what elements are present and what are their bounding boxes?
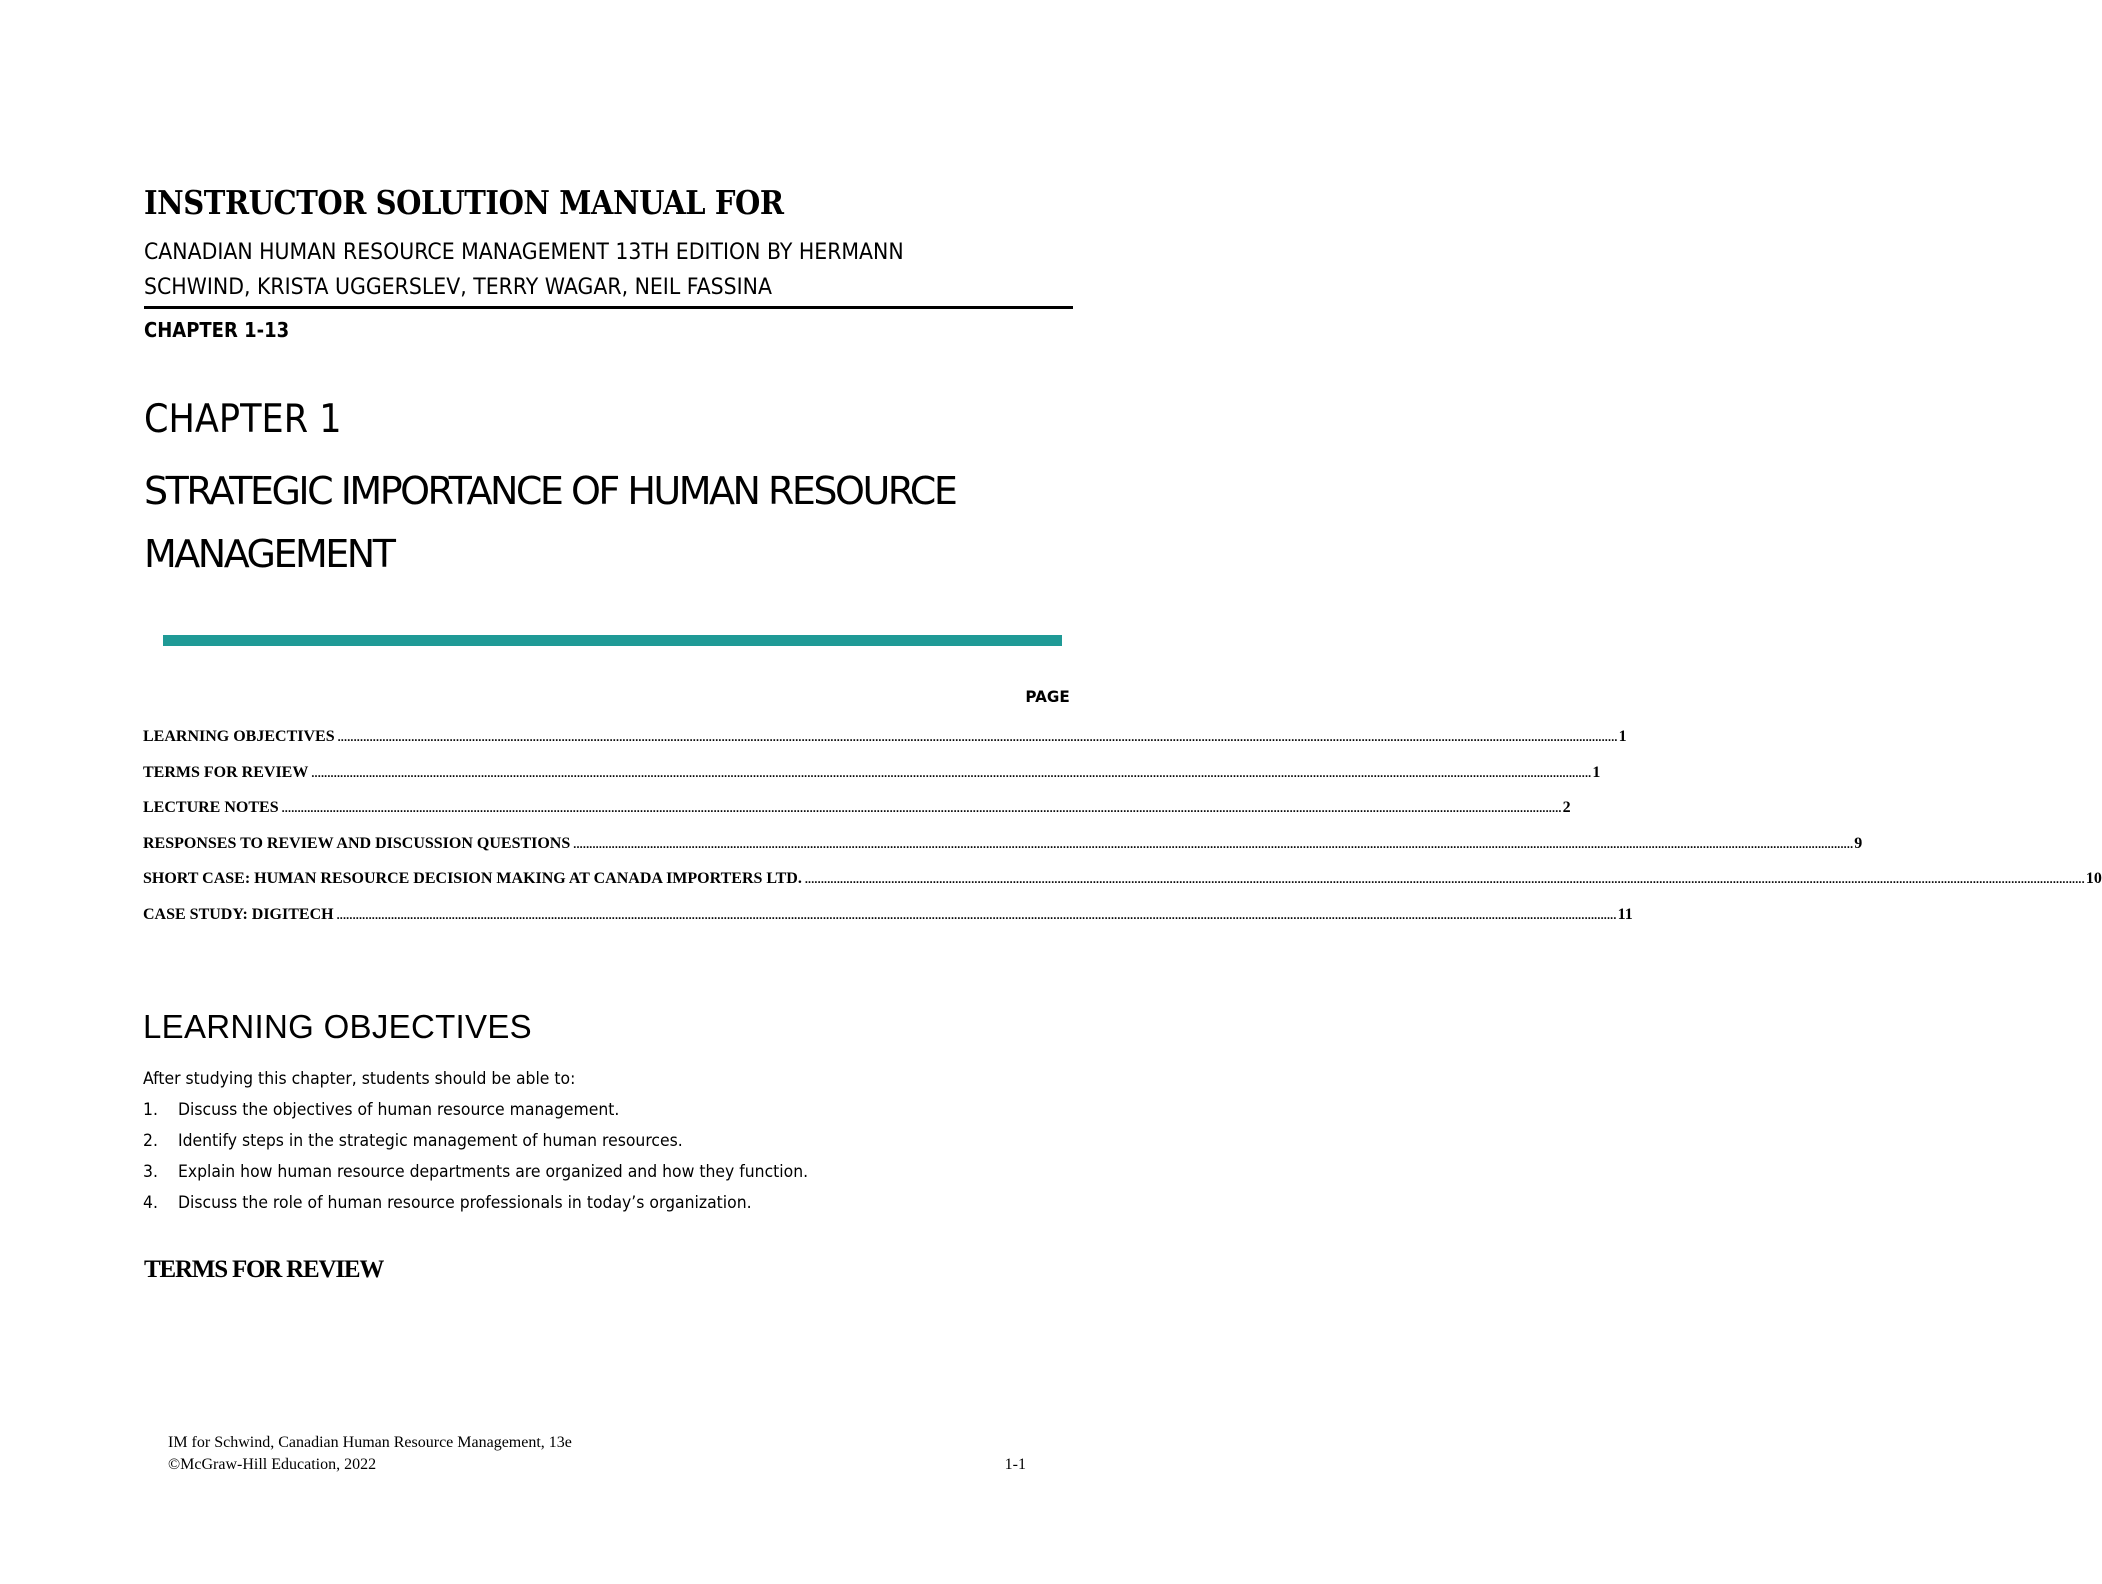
list-item [143, 1164, 808, 1195]
learning-objectives-list [143, 1102, 866, 1226]
footer-page-number: 1-1 [1004, 1456, 1026, 1473]
toc-entry[interactable] [143, 834, 1863, 870]
toc-entry-label: LECTURE NOTES [143, 799, 279, 816]
toc-entry-page: 1 [1592, 763, 1601, 781]
chapter-title: STRATEGIC IMPORTANCE OF HUMAN RESOURCE MANAGEMENT [144, 469, 956, 576]
toc-entry-label: SHORT CASE: HUMAN RESOURCE DECISION MAKING AT CANADA IMPORTERS LTD. [143, 870, 802, 887]
toc-leader-dots: ................................................................................................................................................................................................................................................................................................................................................................................................................ [804, 872, 2085, 886]
toc-leader-dots: ................................................................................................................................................................................................................................................................................................................................................................................................................ [281, 801, 1562, 815]
chapter-number: CHAPTER 1 [144, 397, 342, 442]
toc-entry[interactable] [143, 727, 1627, 763]
toc-entry-page: 10 [2085, 870, 2102, 887]
toc-entry-label: CASE STUDY: DIGITECH [143, 905, 334, 923]
learning-objectives-intro: After studying this chapter, students should be able to: [143, 1069, 576, 1089]
toc-entry-page: 2 [1562, 799, 1571, 816]
toc-entry-page: 11 [1617, 905, 1633, 923]
toc-leader-dots: ................................................................................................................................................................................................................................................................................................................................................................................................................ [311, 765, 1592, 780]
table-of-contents [143, 727, 2102, 940]
toc-leader-dots: ................................................................................................................................................................................................................................................................................................................................................................................................................ [573, 836, 1854, 851]
toc-entry-label: LEARNING OBJECTIVES [143, 728, 335, 745]
list-item [143, 1133, 808, 1164]
toc-entry-label: TERMS FOR REVIEW [143, 763, 309, 781]
toc-entry[interactable] [143, 869, 2102, 905]
list-item [143, 1102, 808, 1133]
toc-entry[interactable] [143, 763, 1601, 799]
footer-copyright: ©McGraw-Hill Education, 2022 [168, 1456, 377, 1473]
book-title-line-2: SCHWIND, KRISTA UGGERSLEV, TERRY WAGAR, NEIL FASSINA [144, 275, 772, 300]
list-item-text: Identify steps in the strategic management of human resources. [177, 1131, 683, 1151]
accent-bar [163, 635, 1062, 646]
list-item-number: 3. [143, 1162, 158, 1182]
toc-entry-page: 9 [1854, 834, 1863, 852]
list-item-text: Discuss the objectives of human resource management. [177, 1100, 620, 1120]
list-item-number: 2. [143, 1131, 158, 1151]
manual-title: INSTRUCTOR SOLUTION MANUAL FOR [144, 183, 784, 222]
page-footer [168, 1432, 1026, 1476]
learning-objectives-heading: LEARNING OBJECTIVES [143, 1008, 532, 1045]
list-item-number: 1. [143, 1100, 158, 1120]
toc-leader-dots: ................................................................................................................................................................................................................................................................................................................................................................................................................ [337, 730, 1618, 744]
footer-book-line: IM for Schwind, Canadian Human Resource Management, 13e [168, 1434, 572, 1451]
list-item-text: Explain how human resource departments are organized and how they function. [177, 1162, 809, 1182]
toc-leader-dots: ................................................................................................................................................................................................................................................................................................................................................................................................................ [336, 907, 1617, 922]
toc-entry-label: RESPONSES TO REVIEW AND DISCUSSION QUESTIONS [143, 834, 571, 852]
list-item-text: Discuss the role of human resource professionals in today’s organization. [177, 1193, 752, 1213]
toc-page-label: PAGE [1025, 687, 1070, 706]
list-item [143, 1195, 808, 1226]
terms-for-review-heading: TERMS FOR REVIEW [144, 1256, 384, 1283]
book-title-line-1: CANADIAN HUMAN RESOURCE MANAGEMENT 13TH EDITION BY HERMANN [144, 240, 904, 265]
toc-entry[interactable] [143, 905, 1633, 941]
chapter-range: CHAPTER 1-13 [144, 318, 290, 342]
toc-entry-page: 1 [1618, 728, 1627, 745]
header-divider [144, 306, 1073, 309]
toc-entry[interactable] [143, 798, 1571, 834]
list-item-number: 4. [143, 1193, 158, 1213]
